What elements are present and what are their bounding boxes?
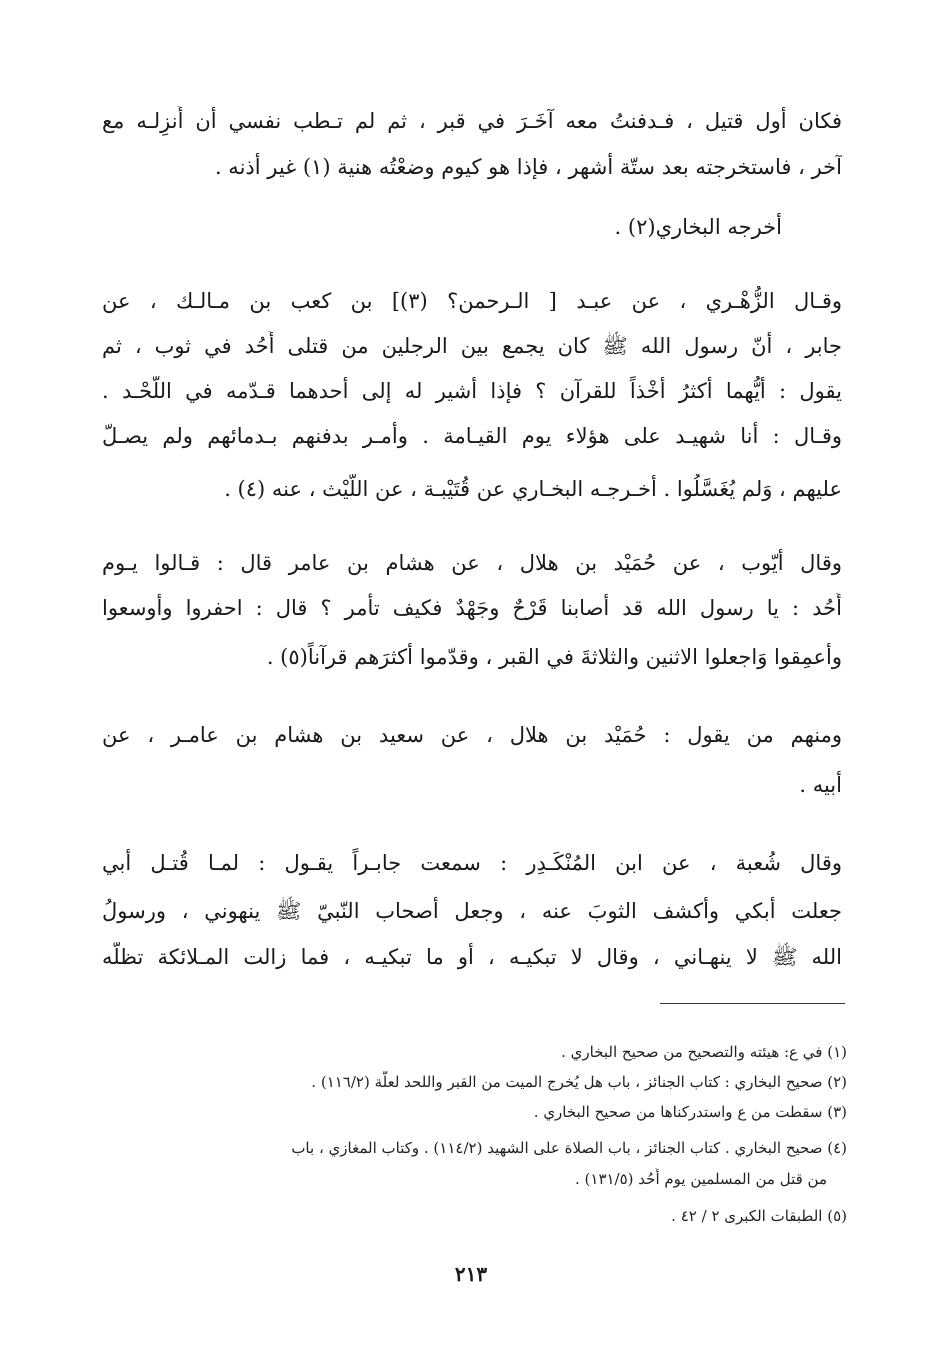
body-line-12: ومنهم من يقول : حُمَيْد بن هلال ، عن سعيد بن هشام بن عامـر ، عن — [102, 723, 842, 747]
footnote-3: (٣) سقطت من ع واستدركناها من صحيح البخاري . — [533, 1103, 847, 1121]
body-line-10: أُحُد : يا رسول الله قد أصابنا قَرْحٌ وجَهْدٌ فكيف تأمر ؟ قال : احفروا وأوسعوا — [102, 596, 842, 620]
body-line-1: فكان أول قتيل ، فـدفنتُ معه آخَـرَ في قبر ، ثم لم تـطب نفسي أن أُنزِلـه مع — [102, 109, 842, 133]
footnote-5: (٥) الطبقات الكبرى ٢ / ٤٢ . — [671, 1207, 847, 1225]
footnote-4: (٤) صحيح البخاري . كتاب الجنائز ، باب الصلاة على الشهيد (١١٤/٢) . وكتاب المغازي ، باب — [291, 1139, 847, 1157]
body-line-7: وقـال : أنا شهيـد على هؤلاء يوم القيـامة . وأمـر بدفنهم بـدمائهم ولم يصـلّ — [102, 424, 842, 448]
body-line-3: أخرجه البخاري(٢) . — [614, 215, 782, 239]
body-line-16: الله ﷺ لا ينهـاني ، وقال لا تبكيـه ، أو ما تبكيـه ، فما زالت المـلائكة تظلّه — [102, 945, 842, 969]
body-line-15: جعلت أبكي وأكشف الثوبَ عنه ، وجعل أصحاب النّبيّ ﷺ ينهوني ، ورسولُ — [102, 899, 842, 923]
page-number: ٢١٣ — [454, 1262, 488, 1286]
body-line-4: وقـال الزُّهْـري ، عن عبـد [ الـرحمن؟ (٣)] بن كعب بن مـالـك ، عن — [102, 289, 842, 313]
footnote-2: (٢) صحيح البخاري : كتاب الجنائز ، باب هل يُخرج الميت من القبر واللحد لعلّة (١١٦/٢) . — [311, 1073, 847, 1091]
body-line-14: وقال شُعبة ، عن ابن المُنْكَـدِر : سمعت جابـراً يقـول : لمـا قُتـل أبي — [102, 851, 842, 875]
body-line-2: آخر ، فاستخرجته بعد ستّة أشهر ، فإذا هو كيوم وضعْتُه هنية (١) غير أذنه . — [214, 155, 842, 179]
body-line-9: وقال أيّوب ، عن حُمَيْد بن هلال ، عن هشام بن عامر قال : قـالوا يـوم — [102, 551, 842, 575]
body-line-6: يقول : أيُّهما أكثرُ أخْذاً للقرآن ؟ فإذا أشير له إلى أحدهما قـدّمه في اللَّحْـد . — [102, 379, 842, 403]
body-line-8: عليهم ، وَلم يُغَسَّلُوا . أخـرجـه البخـاري عن قُتَيْبـة ، عن اللَّيْث ، عنه (٤) . — [224, 477, 842, 501]
footnote-divider — [660, 1003, 845, 1004]
body-line-11: وأعمِقوا وَاجعلوا الاثنين والثلاثةَ في القبر ، وقدّموا أكثرَهم قرآناً(٥) . — [266, 645, 842, 669]
body-line-13: أبيه . — [799, 773, 842, 797]
footnote-1: (١) في ع: هيئته والتصحيح من صحيح البخاري . — [561, 1043, 847, 1061]
body-line-5: جابر ، أنّ رسول الله ﷺ كان يجمع بين الرجلين من قتلى أُحُد في ثوب ، ثم — [102, 334, 842, 358]
footnote-4-continued: من قتل من المسلمين يوم أُحُد (١٣١/٥) . — [575, 1170, 827, 1188]
